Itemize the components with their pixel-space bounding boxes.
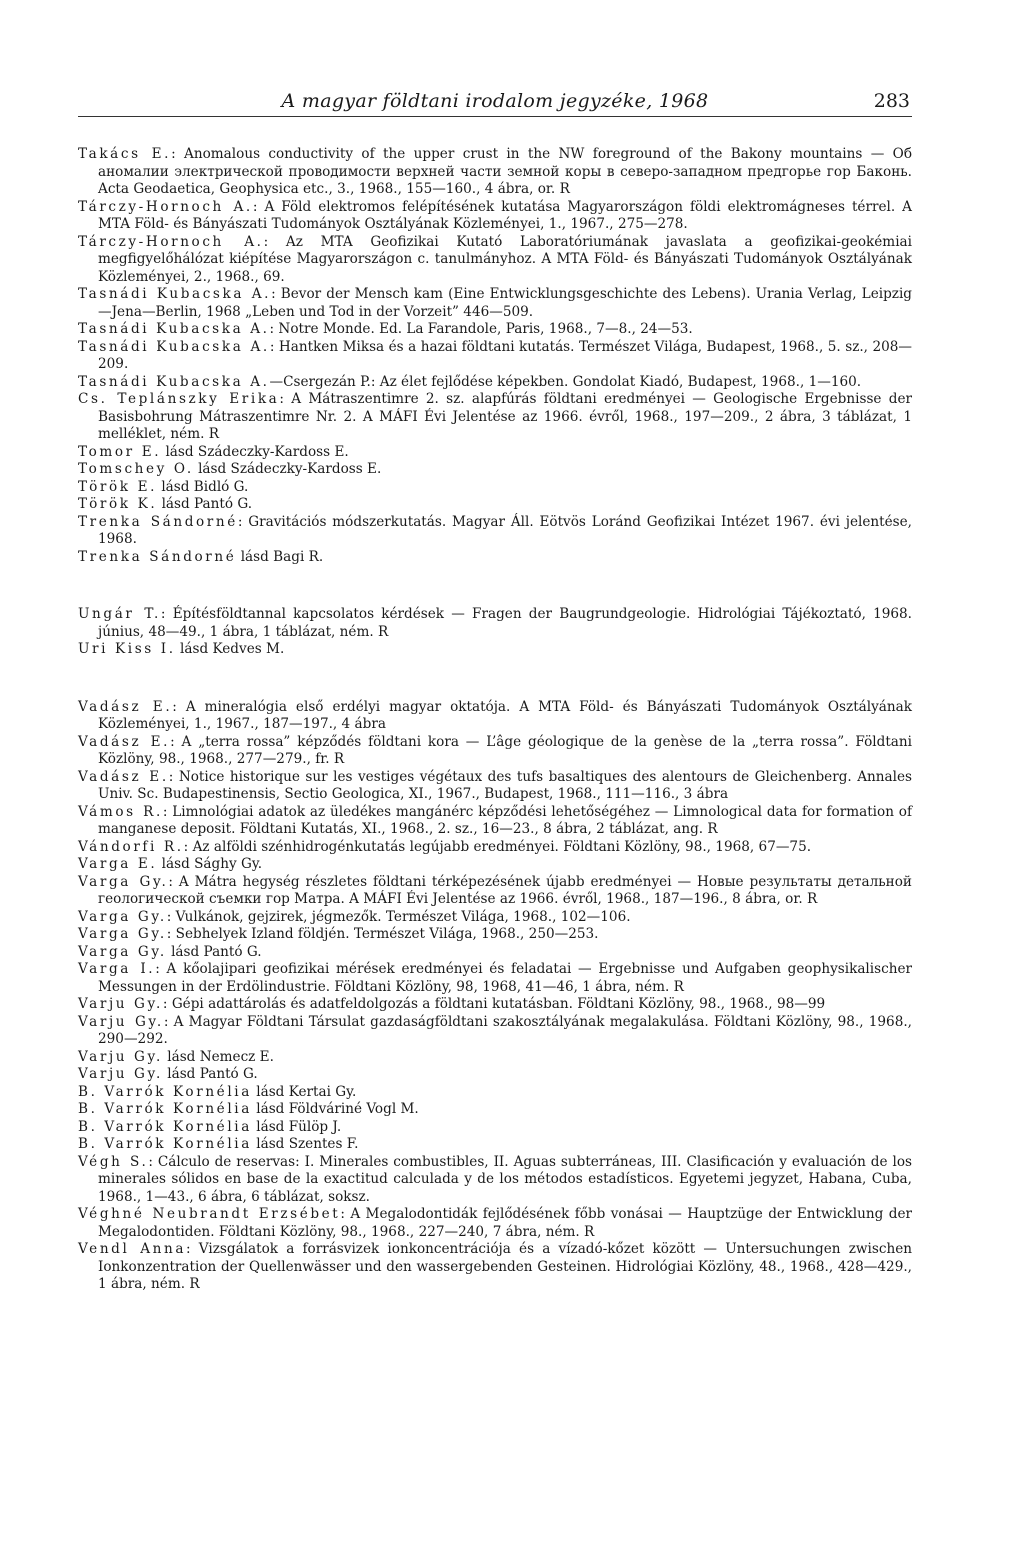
- bibliography-entry: [78, 444, 912, 462]
- entry-author: Tasnádi Kubacska A.: [78, 321, 270, 337]
- entry-text: : Gravitációs módszerkutatás. Magyar Áll. Eötvös Loránd Geofizikai Intézet 1967. évi jelentése, 1968.: [98, 513, 912, 547]
- bibliography-entry: [78, 961, 912, 996]
- entry-text: : A Mátra hegység részletes földtani térképezésének újabb eredményei — Новые результаты детальной геологической съемки гор Матра. A MÁFI Évi Jelentése az 1966. évről, 1968., 187—196., 8 ábra, or. R: [98, 873, 912, 907]
- entry-text: : Notre Monde. Ed. La Farandole, Paris, 1968., 7—8., 24—53.: [269, 321, 693, 337]
- entry-author: Tasnádi Kubacska A.: [78, 338, 270, 355]
- entry-author: Török K.: [78, 496, 158, 512]
- bibliography-list: [78, 146, 912, 1294]
- entry-author: Varga Gy.: [78, 943, 167, 960]
- bibliography-entry: [78, 1154, 912, 1207]
- bibliography-entry: [78, 1206, 912, 1241]
- entry-author: Varga Gy.: [78, 873, 169, 890]
- entry-author: B. Varrók Kornélia: [78, 1101, 252, 1117]
- entry-author: Varju Gy.: [78, 1066, 163, 1082]
- bibliography-entry: [78, 839, 912, 857]
- bibliography-entry: [78, 1014, 912, 1049]
- entry-text: lásd Pantó G.: [157, 496, 253, 512]
- entry-author: Vadász E.: [78, 733, 171, 750]
- entry-author: Varju Gy.: [78, 1048, 163, 1065]
- bibliography-entry: [78, 996, 912, 1014]
- entry-text: lásd Szádeczky-Kardoss E.: [161, 443, 349, 460]
- entry-text: : Sebhelyek Izland földjén. Természet Világa, 1968., 250—253.: [166, 926, 599, 942]
- page-header: [78, 84, 912, 117]
- bibliography-entry: [78, 699, 912, 734]
- entry-author: Török E.: [78, 478, 158, 495]
- entry-author: Véghné Neubrandt Erzsébet: [78, 1206, 341, 1222]
- bibliography-entry: [78, 1049, 912, 1067]
- bibliography-entry: [78, 606, 912, 641]
- entry-author: Varga I.: [78, 961, 156, 977]
- bibliography-entry: [78, 146, 912, 199]
- entry-text: lásd Szentes F.: [251, 1136, 359, 1152]
- bibliography-entry: [78, 234, 912, 287]
- entry-text: lásd Kertai Gy.: [251, 1083, 357, 1100]
- entry-author: Vámos R.: [78, 803, 163, 820]
- entry-text: : A Megalodontidák fejlődésének főbb vonásai — Hauptzüge der Entwicklung der Megalodontiden. Földtani Közlöny, 98., 1968., 227—240, 7 ábra, ném. R: [98, 1206, 912, 1240]
- bibliography-entry: [78, 321, 912, 339]
- entry-author: Cs. Teplánszky Erika: [78, 391, 280, 407]
- entry-text: : Notice historique sur les vestiges végétaux des tufs basaltiques des alentours de Gleichenberg. Annales Univ. Sc. Budapestinensis, Sectio Geologica, XI., 1967., Budapest, 1968., 111—116., 3 ábra: [98, 768, 913, 802]
- entry-text: : Gépi adattárolás és adatfeldolgozás a földtani kutatásban. Földtani Közlöny, 98., 1968., 98—99: [162, 996, 826, 1012]
- entry-text: : Vizsgálatok a forrásvizek ionkoncentrációja és a vízadó-kőzet között — Untersuchungen zwischen Ionkonzentration der Quellenwässer und den wassergebenden Gesteinen. Hidrológiai Közlöny, 48., 1968., 428—429., 1 ábra, ném. R: [98, 1241, 913, 1292]
- entry-author: Takács E.: [78, 146, 172, 162]
- entry-text: : Építésföldtannal kapcsolatos kérdések — Fragen der Baugrundgeologie. Hidrológiai Tájékoztató, 1968. június, 48—49., 1 ábra, 1 táblázat, ném. R: [98, 606, 913, 640]
- entry-author: Tomor E.: [78, 443, 162, 460]
- bibliography-entry: [78, 1066, 912, 1084]
- entry-text: : Bevor der Mensch kam (Eine Entwicklungsgeschichte des Lebens). Urania Verlag, Leipzig—Jena—Berlin, 1968 „Leben und Tod in der Vorzeit” 446—509.: [98, 286, 913, 320]
- entry-author: Varga Gy.: [78, 926, 167, 942]
- bibliography-entry: [78, 461, 912, 479]
- entry-author: Ungár T.: [78, 606, 161, 622]
- entry-author: B. Varrók Kornélia: [78, 1118, 252, 1135]
- entry-text: lásd Földváriné Vogl M.: [251, 1101, 419, 1117]
- bibliography-entry: [78, 374, 912, 392]
- bibliography-entry: [78, 1119, 912, 1137]
- bibliography-entry: [78, 769, 912, 804]
- entry-author: Vendl Anna: [78, 1241, 187, 1257]
- entry-text: : Cálculo de reservas: I. Minerales combustibles, II. Aguas subterráneas, III. Clasificación y evaluación de los minerales sólidos en base de la exactitud calculada y de los métodos estadísticos. Egyetemi jegyzet, Habana, Cuba, 1968., 1—43., 6 ábra, 6 táblázat, soksz.: [98, 1153, 912, 1205]
- bibliography-entry: [78, 1084, 912, 1102]
- running-title: A magyar földtani irodalom jegyzéke, 1968: [281, 90, 709, 112]
- bibliography-entry: [78, 874, 912, 909]
- section-gap: [78, 566, 912, 606]
- entry-text: lásd Bagi R.: [236, 548, 324, 565]
- entry-author: B. Varrók Kornélia: [78, 1136, 252, 1152]
- entry-author: Vadász E.: [78, 768, 169, 785]
- entry-author: Trenka Sándorné: [78, 513, 238, 530]
- entry-text: : Hantken Miksa és a hazai földtani kutatás. Természet Világa, Budapest, 1968., 5. sz., 208—209.: [98, 338, 913, 372]
- bibliography-entry: [78, 909, 912, 927]
- bibliography-entry: [78, 641, 912, 659]
- entry-author: B. Varrók Kornélia: [78, 1083, 252, 1100]
- bibliography-entry: [78, 286, 912, 321]
- entry-text: : A kőolajipari geofizikai mérések eredményei és feladatai — Ergebnisse und Aufgaben geophysikalischer Messungen in der Erdölindustrie. Földtani Közlöny, 98, 1968, 41—46, 1 ábra, ném. R: [98, 961, 913, 995]
- entry-author: Vadász E.: [78, 698, 173, 715]
- bibliography-entry: [78, 944, 912, 962]
- entry-text: —Csergezán P.: Az élet fejlődése képekben. Gondolat Kiadó, Budapest, 1968., 1—160.: [269, 373, 862, 390]
- entry-author: Tasnádi Kubacska A.: [78, 373, 270, 390]
- bibliography-entry: [78, 339, 912, 374]
- bibliography-entry: [78, 199, 912, 234]
- bibliography-entry: [78, 549, 912, 567]
- entry-author: Tasnádi Kubacska A.: [78, 286, 272, 302]
- entry-author: Tárczy-Hornoch A.: [78, 198, 253, 215]
- entry-text: : A Mátraszentimre 2. sz. alapfúrás földtani eredményei — Geologische Ergebnisse der Basisbohrung Mátraszentimre Nr. 2. A MÁFI Évi Jelentése az 1966. évről, 1968., 197—209., 2 ábra, 3 táblázat, 1 melléklet, ném. R: [98, 391, 912, 442]
- entry-text: : A „terra rossa” képződés földtani kora — L’âge géologique de la genèse de la „terra rossa”. Földtani Közlöny, 98., 1968., 277—279., fr. R: [98, 733, 912, 767]
- entry-author: Varju Gy.: [78, 1013, 164, 1030]
- entry-text: : Vulkánok, gejzirek, jégmezők. Természet Világa, 1968., 102—106.: [166, 908, 631, 925]
- page-number: 283: [873, 90, 910, 112]
- entry-author: Varju Gy.: [78, 996, 163, 1012]
- entry-text: : Limnológiai adatok az üledékes mangánérc képződési lehetőségéhez — Limnological data for formation of manganese deposit. Földtani Kutatás, XI., 1968., 2. sz., 16—23., 8 ábra, 2 táblázat, ang. R: [98, 803, 912, 837]
- section-gap: [78, 659, 912, 699]
- entry-text: : A Föld elektromos felépítésének kutatása Magyarországon földi elektromágneses térrel. A MTA Föld- és Bányászati Tudományok Osztályának Közleményei, 1., 1967., 275—278.: [98, 198, 912, 232]
- entry-text: lásd Kedves M.: [175, 641, 285, 657]
- bibliography-entry: [78, 391, 912, 444]
- entry-author: Vándorfi R.: [78, 838, 184, 855]
- entry-text: lásd Nemecz E.: [162, 1048, 274, 1065]
- bibliography-entry: [78, 804, 912, 839]
- entry-author: Tomschey O.: [78, 461, 194, 477]
- bibliography-entry: [78, 1241, 912, 1294]
- entry-text: : Az alföldi szénhidrogénkutatás legújabb eredményei. Földtani Közlöny, 98., 1968, 67—75.: [183, 838, 812, 855]
- entry-author: Varga E.: [78, 856, 158, 872]
- entry-text: lásd Bidló G.: [157, 478, 249, 495]
- entry-text: lásd Pantó G.: [166, 943, 262, 960]
- entry-author: Tárczy-Hornoch A.: [78, 233, 264, 250]
- entry-text: : Az MTA Geofizikai Kutató Laboratóriumának javaslata a geofizikai-geokémiai megfigyelőhálózat kiépítése Magyarországon c. tanulmányhoz. A MTA Föld- és Bányászati Tudományok Osztályának Közleményei, 2., 1968., 69.: [98, 233, 912, 285]
- entry-author: Uri Kiss I.: [78, 641, 176, 657]
- entry-text: : A Magyar Földtani Társulat gazdaságföldtani szakosztályának megalakulása. Földtani Közlöny, 98., 1968., 290—292.: [98, 1013, 912, 1047]
- entry-author: Végh S.: [78, 1153, 149, 1170]
- bibliography-entry: [78, 1101, 912, 1119]
- bibliography-entry: [78, 734, 912, 769]
- bibliography-entry: [78, 496, 912, 514]
- bibliography-entry: [78, 479, 912, 497]
- entry-text: : Anomalous conductivity of the upper crust in the NW foreground of the Bakony mountains — Об аномалии электрической проводимости верхней части земной коры в северо-западном предгорье гор Баконь. Acta Geodaetica, Geophysica etc., 3., 1968., 155—160., 4 ábra, or. R: [98, 146, 913, 197]
- bibliography-entry: [78, 856, 912, 874]
- entry-text: : A mineralógia első erdélyi magyar oktatója. A MTA Föld- és Bányászati Tudományok Osztályának Közleményei, 1., 1967., 187—197., 4 ábra: [98, 698, 912, 732]
- entry-text: lásd Fülöp J.: [251, 1118, 342, 1135]
- bibliography-entry: [78, 514, 912, 549]
- bibliography-entry: [78, 926, 912, 944]
- entry-text: lásd Szádeczky-Kardoss E.: [193, 461, 382, 477]
- entry-author: Trenka Sándorné: [78, 548, 237, 565]
- entry-text: lásd Pantó G.: [162, 1066, 258, 1082]
- entry-text: lásd Sághy Gy.: [157, 856, 263, 872]
- entry-author: Varga Gy.: [78, 908, 167, 925]
- bibliography-entry: [78, 1136, 912, 1154]
